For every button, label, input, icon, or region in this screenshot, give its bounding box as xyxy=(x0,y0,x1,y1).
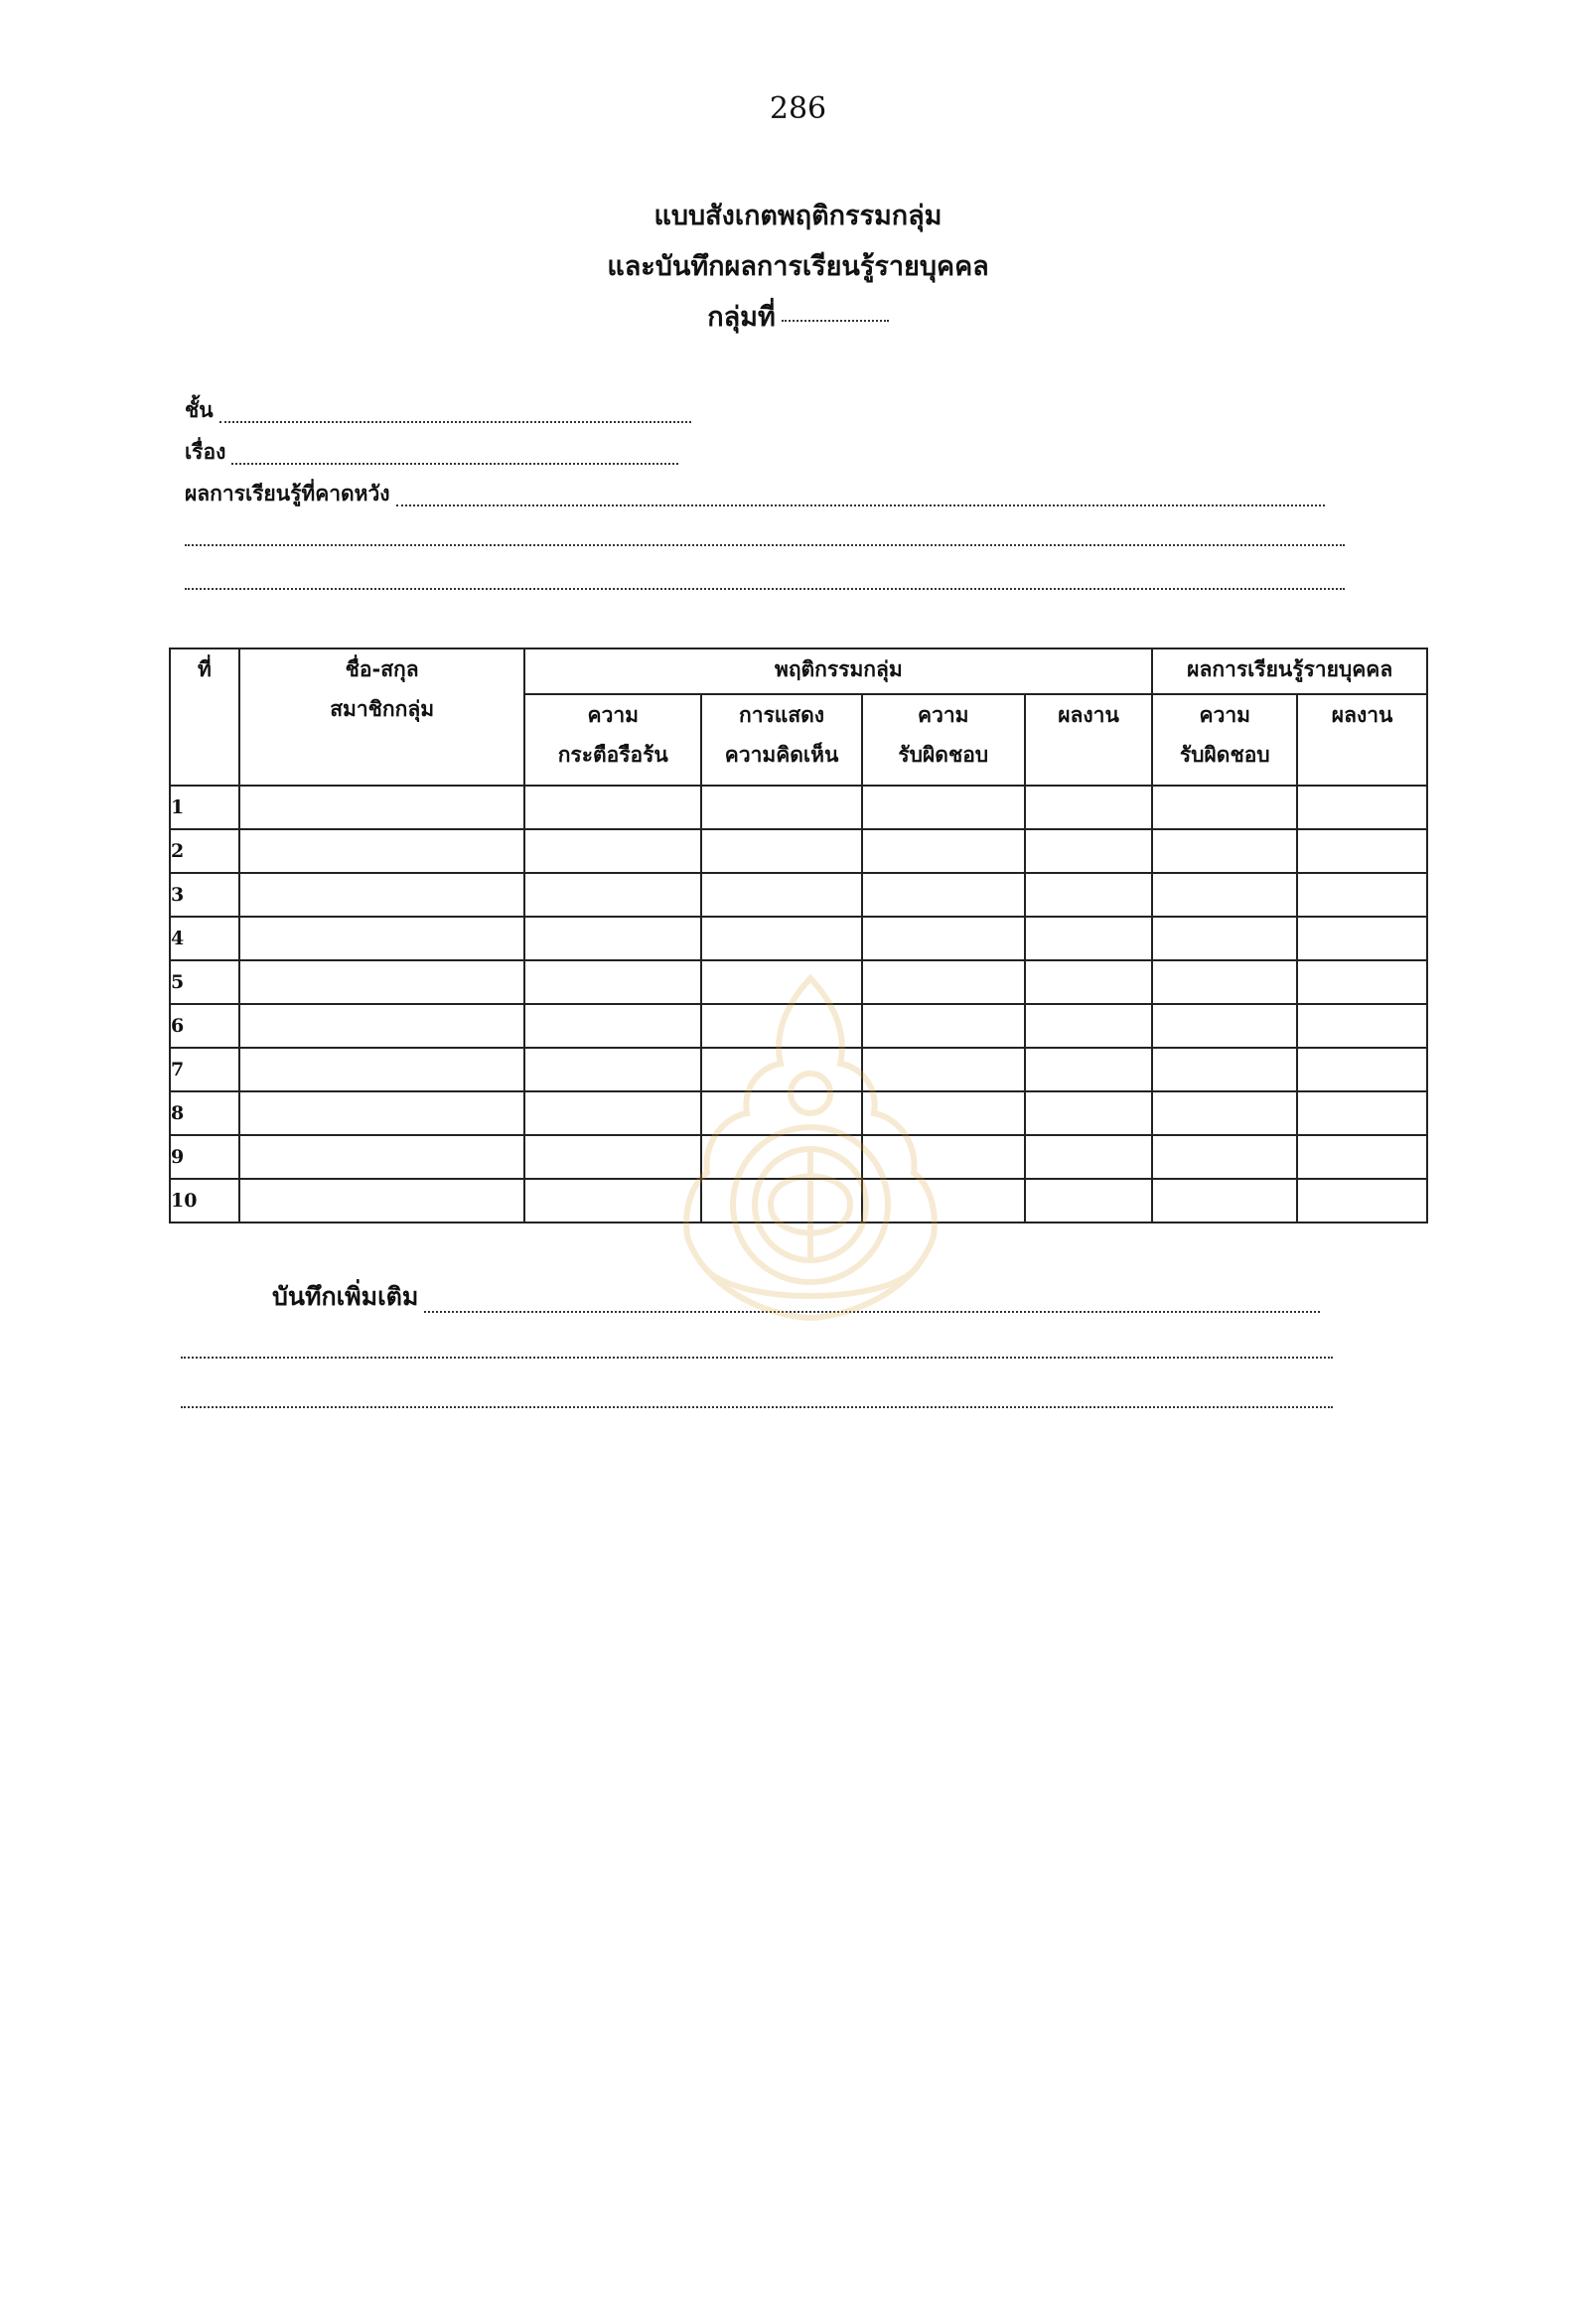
table-body xyxy=(170,786,1427,1223)
work-cell[interactable] xyxy=(1025,829,1153,873)
table-row xyxy=(170,1179,1427,1223)
notes-blank-1[interactable] xyxy=(424,1311,1320,1313)
col-header-opinion-line-2: ความคิดเห็น xyxy=(724,743,839,767)
enthusiasm-cell[interactable] xyxy=(524,786,701,829)
expected-outcome-line-3 xyxy=(185,554,1347,598)
work-cell[interactable] xyxy=(1025,1004,1153,1048)
col-header-name xyxy=(239,648,524,786)
name-cell[interactable] xyxy=(239,829,524,873)
work-cell[interactable] xyxy=(1025,1091,1153,1135)
row-number: 4 xyxy=(170,917,239,960)
ind-work-cell[interactable] xyxy=(1297,873,1427,917)
opinion-cell[interactable] xyxy=(701,1179,862,1223)
col-header-ind-responsibility-line-2: รับผิดชอบ xyxy=(1179,743,1270,767)
expected-outcome-blank-2[interactable] xyxy=(185,544,1345,546)
class-field xyxy=(185,385,1347,427)
enthusiasm-cell[interactable] xyxy=(524,917,701,960)
responsibility-cell[interactable] xyxy=(862,1091,1025,1135)
ind-work-cell[interactable] xyxy=(1297,1179,1427,1223)
name-cell[interactable] xyxy=(239,1091,524,1135)
additional-notes xyxy=(181,1271,1353,1416)
col-header-opinion xyxy=(701,694,862,786)
name-cell[interactable] xyxy=(239,786,524,829)
notes-blank-2[interactable] xyxy=(181,1357,1333,1359)
responsibility-cell[interactable] xyxy=(862,829,1025,873)
col-header-ind-responsibility xyxy=(1152,694,1297,786)
class-blank[interactable] xyxy=(219,421,691,423)
responsibility-cell[interactable] xyxy=(862,1135,1025,1179)
col-header-enthusiasm xyxy=(524,694,701,786)
opinion-cell[interactable] xyxy=(701,1091,862,1135)
topic-field xyxy=(185,427,1347,469)
ind-work-cell[interactable] xyxy=(1297,829,1427,873)
col-header-ind-responsibility-line-1: ความ xyxy=(1199,703,1251,727)
topic-label: เรื่อง xyxy=(185,440,226,464)
opinion-cell[interactable] xyxy=(701,1004,862,1048)
row-number: 3 xyxy=(170,873,239,917)
enthusiasm-cell[interactable] xyxy=(524,1135,701,1179)
work-cell[interactable] xyxy=(1025,786,1153,829)
work-cell[interactable] xyxy=(1025,1179,1153,1223)
enthusiasm-cell[interactable] xyxy=(524,829,701,873)
table-row xyxy=(170,873,1427,917)
col-header-group-behavior: พฤติกรรมกลุ่ม xyxy=(524,648,1152,694)
opinion-cell[interactable] xyxy=(701,873,862,917)
notes-label: บันทึกเพิ่มเติม xyxy=(272,1282,419,1311)
page-number: 286 xyxy=(769,91,827,126)
col-header-work: ผลงาน xyxy=(1025,694,1153,786)
expected-outcome-blank-3[interactable] xyxy=(185,588,1345,590)
class-label: ชั้น xyxy=(185,398,214,422)
col-header-name-line-2: สมาชิกกลุ่ม xyxy=(330,697,435,721)
row-number: 2 xyxy=(170,829,239,873)
ind-responsibility-cell[interactable] xyxy=(1152,829,1297,873)
name-cell[interactable] xyxy=(239,1048,524,1091)
opinion-cell[interactable] xyxy=(701,960,862,1004)
work-cell[interactable] xyxy=(1025,1048,1153,1091)
name-cell[interactable] xyxy=(239,873,524,917)
opinion-cell[interactable] xyxy=(701,1135,862,1179)
col-header-enthusiasm-line-1: ความ xyxy=(587,703,639,727)
ind-responsibility-cell[interactable] xyxy=(1152,1135,1297,1179)
group-number-blank[interactable] xyxy=(782,320,889,322)
col-header-responsibility-line-1: ความ xyxy=(918,703,969,727)
ind-responsibility-cell[interactable] xyxy=(1152,960,1297,1004)
enthusiasm-cell[interactable] xyxy=(524,1179,701,1223)
name-cell[interactable] xyxy=(239,1004,524,1048)
row-number: 10 xyxy=(170,1179,239,1223)
topic-blank[interactable] xyxy=(231,463,678,465)
name-cell[interactable] xyxy=(239,1179,524,1223)
col-header-no: ที่ xyxy=(170,648,239,786)
responsibility-cell[interactable] xyxy=(862,1179,1025,1223)
form-title-line-1: แบบสังเกตพฤติกรรมกลุ่ม xyxy=(653,201,943,231)
ind-work-cell[interactable] xyxy=(1297,786,1427,829)
row-number: 5 xyxy=(170,960,239,1004)
table-row xyxy=(170,917,1427,960)
expected-outcome-blank[interactable] xyxy=(396,504,1325,506)
group-number-line xyxy=(0,292,1596,343)
responsibility-cell[interactable] xyxy=(862,786,1025,829)
ind-work-cell[interactable] xyxy=(1297,1135,1427,1179)
ind-responsibility-cell[interactable] xyxy=(1152,917,1297,960)
notes-field xyxy=(181,1271,1353,1317)
opinion-cell[interactable] xyxy=(701,1048,862,1091)
table-row xyxy=(170,960,1427,1004)
table-row xyxy=(170,1135,1427,1179)
table-row xyxy=(170,1004,1427,1048)
ind-work-cell[interactable] xyxy=(1297,917,1427,960)
enthusiasm-cell[interactable] xyxy=(524,873,701,917)
col-header-individual-outcome: ผลการเรียนรู้รายบุคคล xyxy=(1152,648,1427,694)
expected-outcome-label: ผลการเรียนรู้ที่คาดหวัง xyxy=(185,482,390,505)
row-number: 9 xyxy=(170,1135,239,1179)
opinion-cell[interactable] xyxy=(701,829,862,873)
table-row xyxy=(170,1091,1427,1135)
notes-line-2 xyxy=(181,1317,1353,1367)
responsibility-cell[interactable] xyxy=(862,873,1025,917)
opinion-cell[interactable] xyxy=(701,786,862,829)
notes-line-3 xyxy=(181,1367,1353,1416)
ind-work-cell[interactable] xyxy=(1297,960,1427,1004)
name-cell[interactable] xyxy=(239,917,524,960)
expected-outcome-line-2 xyxy=(185,510,1347,554)
ind-work-cell[interactable] xyxy=(1297,1048,1427,1091)
row-number: 1 xyxy=(170,786,239,829)
table-row xyxy=(170,829,1427,873)
name-cell[interactable] xyxy=(239,1135,524,1179)
ind-responsibility-cell[interactable] xyxy=(1152,786,1297,829)
form-title-line-2: และบันทึกผลการเรียนรู้รายบุคคล xyxy=(607,251,989,282)
col-header-name-line-1: ชื่อ-สกุล xyxy=(345,657,419,681)
enthusiasm-cell[interactable] xyxy=(524,960,701,1004)
row-number: 7 xyxy=(170,1048,239,1091)
work-cell[interactable] xyxy=(1025,1135,1153,1179)
col-header-responsibility xyxy=(862,694,1025,786)
work-cell[interactable] xyxy=(1025,873,1153,917)
row-number: 8 xyxy=(170,1091,239,1135)
responsibility-cell[interactable] xyxy=(862,917,1025,960)
table-row xyxy=(170,1048,1427,1091)
responsibility-cell[interactable] xyxy=(862,1048,1025,1091)
group-number-label: กลุ่มที่ xyxy=(707,302,776,333)
responsibility-cell[interactable] xyxy=(862,1004,1025,1048)
notes-blank-3[interactable] xyxy=(181,1406,1333,1408)
work-cell[interactable] xyxy=(1025,917,1153,960)
col-header-ind-work: ผลงาน xyxy=(1297,694,1427,786)
work-cell[interactable] xyxy=(1025,960,1153,1004)
ind-responsibility-cell[interactable] xyxy=(1152,1004,1297,1048)
ind-responsibility-cell[interactable] xyxy=(1152,873,1297,917)
form-title xyxy=(0,191,1596,343)
table-header-row-1 xyxy=(170,648,1427,694)
enthusiasm-cell[interactable] xyxy=(524,1004,701,1048)
ind-work-cell[interactable] xyxy=(1297,1091,1427,1135)
name-cell[interactable] xyxy=(239,960,524,1004)
col-header-enthusiasm-line-2: กระตือรือร้น xyxy=(557,743,668,767)
ind-responsibility-cell[interactable] xyxy=(1152,1091,1297,1135)
enthusiasm-cell[interactable] xyxy=(524,1048,701,1091)
form-fields xyxy=(185,385,1347,598)
opinion-cell[interactable] xyxy=(701,917,862,960)
expected-outcome-field xyxy=(185,469,1347,510)
ind-responsibility-cell[interactable] xyxy=(1152,1179,1297,1223)
table-row xyxy=(170,786,1427,829)
ind-responsibility-cell[interactable] xyxy=(1152,1048,1297,1091)
col-header-responsibility-line-2: รับผิดชอบ xyxy=(898,743,989,767)
observation-table xyxy=(169,648,1428,1223)
responsibility-cell[interactable] xyxy=(862,960,1025,1004)
enthusiasm-cell[interactable] xyxy=(524,1091,701,1135)
col-header-opinion-line-1: การแสดง xyxy=(739,703,825,727)
row-number: 6 xyxy=(170,1004,239,1048)
ind-work-cell[interactable] xyxy=(1297,1004,1427,1048)
